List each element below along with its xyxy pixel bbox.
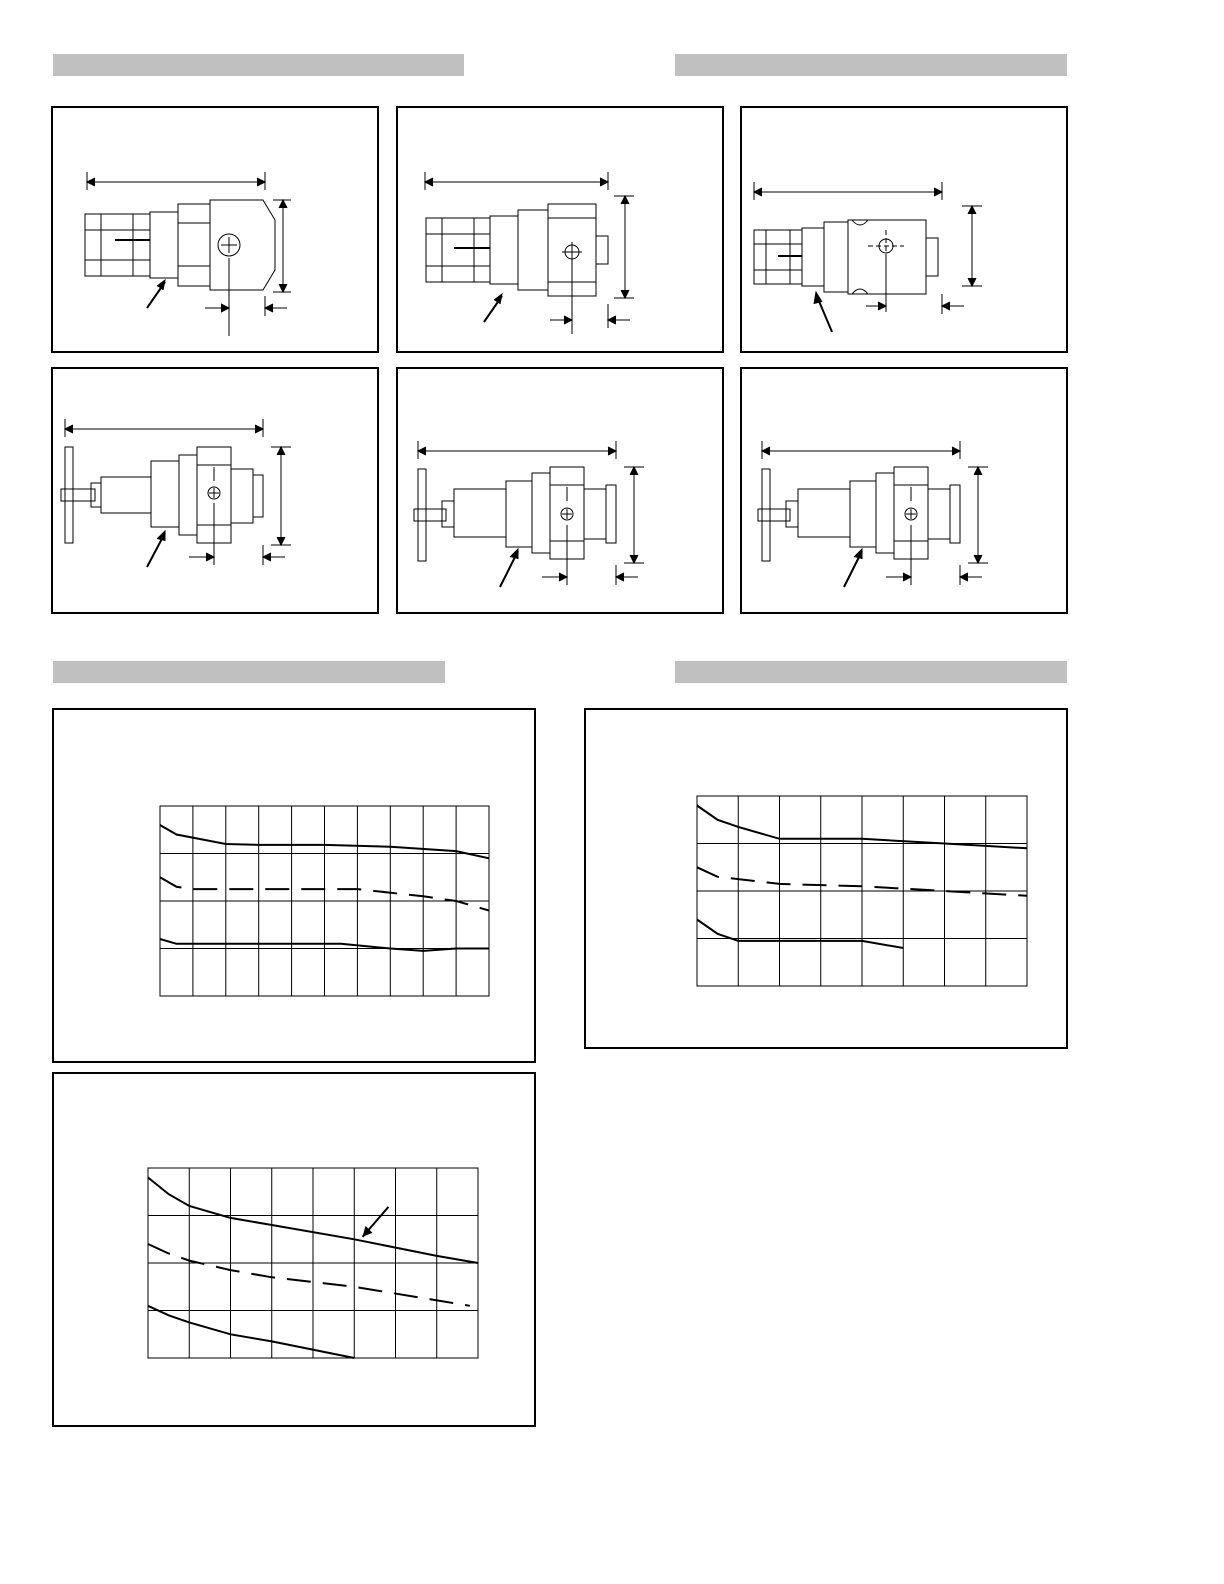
regulator-drawing-knob-block xyxy=(742,108,1070,355)
drawing-panel-6 xyxy=(740,367,1068,614)
regulator-drawing-tee-handle-3 xyxy=(742,369,1070,616)
regulator-drawing-tee-handle-1 xyxy=(53,369,381,616)
regulator-drawing-tee-handle-2 xyxy=(398,369,726,616)
regulator-drawing-knob-flanged xyxy=(398,108,726,355)
dimensions-header-left xyxy=(53,54,464,76)
flow-chart-2 xyxy=(586,710,1070,1051)
flow-chart-panel-2 xyxy=(584,708,1068,1049)
flow-chart-3 xyxy=(54,1074,538,1429)
regulator-drawing-knob-compact xyxy=(53,108,381,355)
flow-chart-panel-3 xyxy=(52,1072,536,1427)
flow-charts-header-right xyxy=(675,661,1067,683)
drawing-panel-1 xyxy=(51,106,379,353)
drawing-panel-2 xyxy=(396,106,724,353)
series-line-3 xyxy=(697,920,903,949)
flow-chart-1 xyxy=(54,710,538,1065)
drawing-panel-5 xyxy=(396,367,724,614)
drawing-panel-4 xyxy=(51,367,379,614)
flow-chart-panel-1 xyxy=(52,708,536,1063)
dimensions-header-right xyxy=(675,54,1067,76)
series-line-3 xyxy=(148,1306,354,1358)
flow-charts-header-left xyxy=(53,661,445,683)
drawing-panel-3 xyxy=(740,106,1068,353)
